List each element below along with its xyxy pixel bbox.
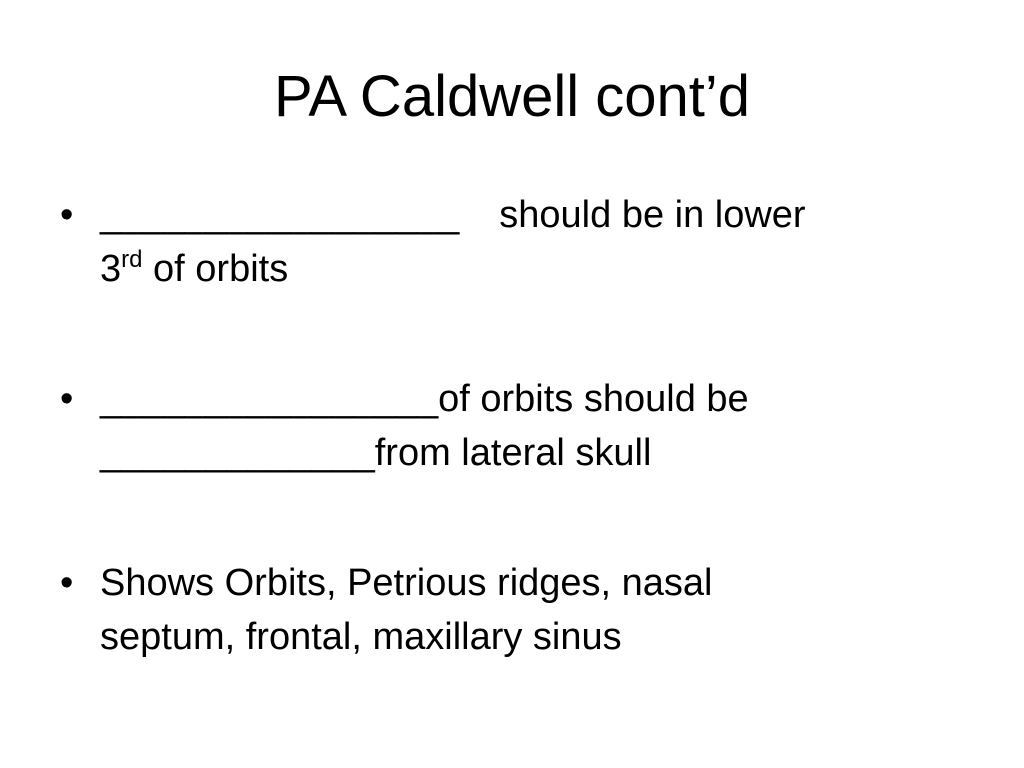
bullet-item-3 [60, 556, 960, 664]
bullet-text: from lateral skull [374, 432, 652, 474]
bullet-item-2 [60, 372, 960, 480]
fill-in-blank: _________________ [100, 194, 460, 236]
bullet-text: of orbits [142, 248, 289, 290]
bullet-text: of orbits should be [438, 378, 749, 420]
bullet-text: should be in lower [499, 194, 806, 236]
ordinal-number: 3 [100, 248, 122, 290]
bullet-line: Shows Orbits, Petrious ridges, nasal [100, 562, 713, 604]
bullet-dot-icon: • [60, 194, 74, 236]
bullet-dot-icon: • [60, 378, 74, 420]
slide-title: PA Caldwell cont’d [273, 64, 751, 129]
fill-in-blank: ________________ [100, 378, 439, 420]
bullet-line [100, 242, 960, 296]
bullet-line: septum, frontal, maxillary sinus [100, 616, 622, 658]
ordinal-suffix: rd [121, 246, 143, 273]
bullet-line [100, 372, 960, 426]
bullet-line [100, 188, 960, 242]
bullet-line [100, 426, 960, 480]
bullet-item-1 [60, 188, 960, 296]
fill-in-blank: _____________ [100, 432, 375, 474]
bullet-list [60, 188, 960, 664]
bullet-dot-icon: • [60, 562, 74, 604]
